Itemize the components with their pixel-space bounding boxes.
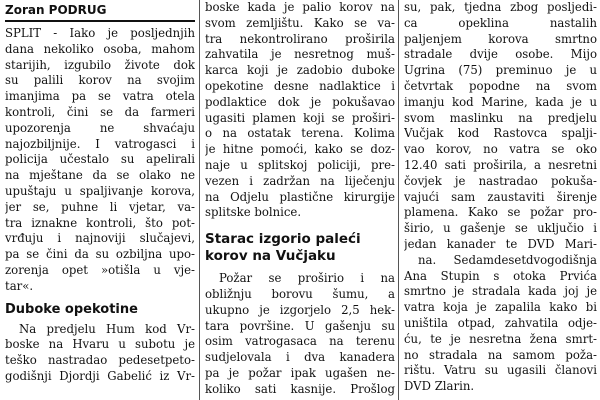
text-line: upuštaju u spaljivanje korova,	[5, 183, 195, 198]
text-line: SPLIT - Iako je posljednjih	[5, 26, 195, 40]
paragraph	[404, 0, 597, 395]
text-line: na Odjelu plastične kirurgije	[205, 189, 395, 204]
text-line: podlaktice dok je pokušavao	[205, 94, 395, 109]
headline-line: korov na Vučjaku	[205, 248, 336, 265]
paragraph	[5, 322, 195, 385]
text-line: su, pak, tjedna zbog posljedi-	[404, 0, 597, 14]
paragraph	[205, 0, 395, 221]
text-line: pa se čini da su ozbiljna upo-	[5, 247, 195, 262]
text-line: pa je požar ipak ugašen ne-	[205, 365, 395, 380]
text-line: no stradala na samom poža-	[404, 347, 597, 362]
text-line: ca opeklina nastalih	[404, 15, 597, 30]
text-line: tara površine. U gašenju su	[205, 318, 395, 333]
text-line: boske na Hvaru u subotu je	[5, 337, 195, 352]
text-line: obližnju borovu šumu, a	[205, 286, 395, 301]
text-line: imanju kod Marine, kada je u	[404, 94, 597, 109]
text-line: upozorenja ne shvaćaju	[5, 120, 195, 135]
headline-line: Starac izgorio paleći	[205, 231, 361, 248]
column-3	[404, 0, 597, 400]
text-line: Ugrina (75) preminuo je u	[404, 63, 597, 78]
text-line: čovjek je nastradao pokuša-	[404, 173, 597, 188]
text-line: zorenja opet »otišla u vje-	[5, 262, 195, 277]
text-line: boske kada je palio korov na	[205, 0, 395, 14]
text-line: dana nekoliko osoba, mahom	[5, 41, 195, 56]
text-line: jedan kanader te DVD Mari-	[404, 236, 597, 251]
text-line: policija učestalo su apelirali	[5, 152, 195, 167]
text-line: plamena. Kako se požar pro-	[404, 205, 597, 220]
text-line: imanjima pa se vatra otela	[5, 89, 195, 104]
text-line: stradale dvije osobe. Mijo	[404, 47, 597, 62]
section-headline	[205, 231, 395, 265]
lead-paragraph	[5, 26, 195, 295]
text-line: paljenjem korova smrtno	[404, 31, 597, 46]
text-line: na mještane da se olako ne	[5, 168, 195, 183]
text-line: tra iznakne kontroli, što pot-	[5, 215, 195, 230]
text-line: vatra koja je zapalila kako bi	[404, 300, 597, 315]
text-line: starijih, izgubilo živote dok	[5, 57, 195, 72]
text-line: je hitne pomoći, kako se doz-	[205, 142, 395, 157]
text-line: ukupno je izgorjelo 2,5 hek-	[205, 302, 395, 317]
paragraph	[205, 271, 395, 397]
text-line: naje u splitskoj policiji, pre-	[205, 157, 395, 172]
column-1	[5, 0, 195, 400]
text-line: osim vatrogasaca na terenu	[205, 334, 395, 349]
text-line: su palili korov na svojim	[5, 73, 195, 88]
text-line: Vučjak kod Rastovca spalji-	[404, 126, 597, 141]
text-line: karca koji je zadobio duboke	[205, 63, 395, 78]
text-line: smrtno je stradala kada joj je	[404, 284, 597, 299]
text-line: splitske bolnice.	[205, 205, 302, 220]
text-line: godišnji Djordji Gabelić iz Vr-	[5, 368, 195, 383]
text-line: svom zemljištu. Kako se va-	[205, 15, 395, 30]
column-divider	[199, 0, 200, 400]
text-line: sudjelovala i dva kanadera	[205, 350, 395, 365]
text-line: tra nekontrolirano proširila	[205, 31, 395, 46]
text-line: četvrtak popodne na svom	[404, 78, 597, 93]
text-line: na. Sedamdesetdvogodišnja	[418, 252, 597, 267]
text-line: kontroli, čini se da farmeri	[5, 104, 195, 119]
text-line: zahvatila je nesretnog muš-	[205, 47, 395, 62]
text-line: teško nastradao pedesetpeto-	[5, 353, 195, 368]
text-line: vrđuju i najnoviji slučajevi,	[5, 231, 195, 246]
text-line: koliko sati kasnije. Prošlog	[205, 381, 395, 396]
text-line: jer se, puhne li vjetar, va-	[5, 199, 195, 214]
author-byline: Zoran PODRUG	[5, 1, 195, 22]
text-line: uništila otpad, zahvatila odje-	[404, 315, 597, 330]
text-line: Požar se proširio i na	[219, 271, 395, 286]
text-line: vajući sam zaustaviti širenje	[404, 189, 597, 204]
text-line: svom maslinku na predjelu	[404, 110, 597, 125]
text-line: rištu. Vatru su ugasili članovi	[404, 363, 597, 378]
text-line: opekotine desne nadlaktice i	[205, 78, 395, 93]
text-line: vao korov, no vatra se oko	[404, 142, 597, 157]
text-line: Ana Stupin s otoka Prvića	[404, 268, 597, 283]
text-line: 12.40 sati proširila, a nesretni	[404, 157, 597, 172]
text-line: o na ostatak terena. Kolima	[205, 126, 395, 141]
text-line: vezen i zadržan na liječenju	[205, 173, 395, 188]
text-line: ugasiti plamen koji se proširi-	[205, 110, 395, 125]
text-line: širio, u gašenje se uključio i	[404, 221, 597, 236]
subheading: Duboke opekotine	[5, 301, 138, 317]
text-line: najozbiljnije. I vatrogasci i	[5, 136, 195, 151]
text-line: DVD Zlarin.	[404, 379, 475, 394]
text-line: ću, te je nesretna žena smrt-	[404, 331, 597, 346]
text-line: tar«.	[5, 278, 34, 293]
column-divider	[398, 0, 399, 400]
text-line: Na predjelu Hum kod Vr-	[19, 321, 195, 336]
column-2	[205, 0, 395, 400]
